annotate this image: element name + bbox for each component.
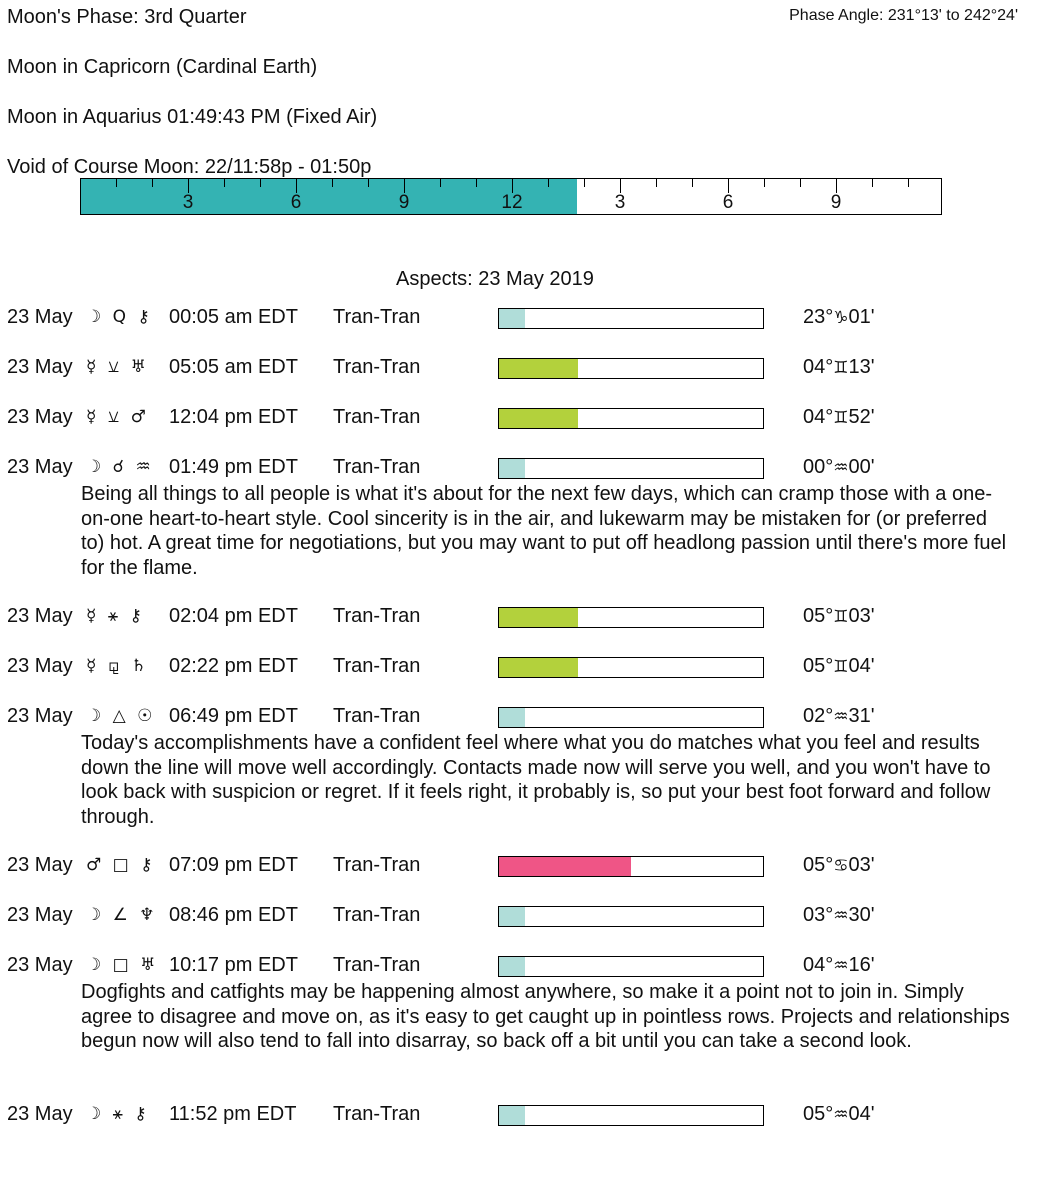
aspect-strength-bar bbox=[498, 657, 764, 678]
aspect-description: Dogfights and catfights may be happening almost anywhere, so make it a point not to join in. Simply agree to disagree and move on, as it's easy to get caught up in pointless rows. Projects and relationships begun now will also tend to fall into disarray, so back off a bit until you can take a second look. bbox=[81, 981, 1010, 1053]
aspects-title: Aspects: 23 May 2019 bbox=[396, 268, 594, 290]
aspect-time: 12:04 pm EDT bbox=[169, 406, 298, 428]
aspect-degree: 02° bbox=[803, 705, 834, 727]
aspect-description: Being all things to all people is what it's about for the next few days, which can cramp those with a one-on-one heart-to-heart style. Cool sincerity is in the air, and lukewarm may be mistaken for (or preferred to) hot. A great time for negotiations, but you may want to put off headlong passion until there's more fuel for the flame. bbox=[81, 483, 1007, 579]
timeline-tick bbox=[728, 179, 729, 193]
aspect-glyphs-icon: ☽ ☌ ♒ bbox=[86, 457, 154, 477]
aspect-minute: 03' bbox=[848, 605, 875, 627]
zodiac-sign-icon: ♋ bbox=[833, 856, 849, 876]
aspect-kind: Tran-Tran bbox=[333, 655, 421, 677]
aspect-row bbox=[0, 1101, 1044, 1127]
timeline-tick bbox=[764, 179, 765, 187]
void-of-course-timeline bbox=[80, 178, 942, 215]
aspect-position bbox=[803, 904, 875, 927]
aspect-date: 23 May bbox=[7, 605, 73, 627]
timeline-tick bbox=[872, 179, 873, 187]
aspect-minute: 30' bbox=[848, 904, 875, 926]
timeline-tick bbox=[620, 179, 621, 193]
aspect-minute: 04' bbox=[848, 655, 875, 677]
aspect-row bbox=[0, 304, 1044, 330]
timeline-tick bbox=[584, 179, 585, 187]
aspect-degree: 05° bbox=[803, 605, 834, 627]
aspect-position bbox=[803, 655, 875, 678]
aspect-strength-bar bbox=[498, 956, 764, 977]
aspect-date: 23 May bbox=[7, 1103, 73, 1125]
aspect-kind: Tran-Tran bbox=[333, 954, 421, 976]
timeline-tick bbox=[440, 179, 441, 187]
aspect-strength-fill bbox=[499, 957, 525, 976]
timeline-tick-label: 6 bbox=[290, 192, 302, 213]
aspect-date: 23 May bbox=[7, 854, 73, 876]
aspect-glyphs-icon: ☿ ⚺ ♂ bbox=[86, 407, 149, 427]
timeline-tick bbox=[152, 179, 153, 187]
zodiac-sign-icon: ♊ bbox=[833, 607, 849, 627]
aspect-time: 06:49 pm EDT bbox=[169, 705, 298, 727]
aspect-degree: 05° bbox=[803, 655, 834, 677]
timeline-tick bbox=[260, 179, 261, 187]
aspect-time: 01:49 pm EDT bbox=[169, 456, 298, 478]
aspect-minute: 31' bbox=[848, 705, 875, 727]
aspect-description: Today's accomplishments have a confident feel where what you do matches what you feel and results down the line will move well accordingly. Contacts made now will serve you well, and you won't have to look back with suspicion or regret. If it feels right, it probably is, so put your best foot forward and follow through. bbox=[81, 732, 991, 828]
aspect-strength-fill bbox=[499, 907, 525, 926]
timeline-tick bbox=[332, 179, 333, 187]
aspect-position bbox=[803, 954, 875, 977]
timeline-tick bbox=[692, 179, 693, 187]
timeline-tick bbox=[116, 179, 117, 187]
aspect-position bbox=[803, 456, 875, 479]
zodiac-sign-icon: ♑ bbox=[833, 308, 849, 328]
aspect-position bbox=[803, 406, 875, 429]
aspect-date: 23 May bbox=[7, 655, 73, 677]
aspect-date: 23 May bbox=[7, 406, 73, 428]
zodiac-sign-icon: ♊ bbox=[833, 657, 849, 677]
aspect-kind: Tran-Tran bbox=[333, 306, 421, 328]
aspect-date: 23 May bbox=[7, 954, 73, 976]
aspect-position bbox=[803, 854, 875, 877]
aspect-strength-bar bbox=[498, 308, 764, 329]
aspect-date: 23 May bbox=[7, 306, 73, 328]
aspect-time: 02:22 pm EDT bbox=[169, 655, 298, 677]
aspect-kind: Tran-Tran bbox=[333, 406, 421, 428]
aspect-strength-fill bbox=[499, 608, 578, 627]
aspect-row bbox=[0, 603, 1044, 629]
aspect-strength-fill bbox=[499, 857, 631, 876]
aspect-date: 23 May bbox=[7, 456, 73, 478]
aspect-strength-bar bbox=[498, 607, 764, 628]
zodiac-sign-icon: ♒ bbox=[833, 956, 849, 976]
aspect-position bbox=[803, 705, 875, 728]
aspect-kind: Tran-Tran bbox=[333, 456, 421, 478]
aspect-degree: 23° bbox=[803, 306, 834, 328]
timeline-tick bbox=[476, 179, 477, 187]
aspect-glyphs-icon: ☽ △ ☉ bbox=[86, 706, 156, 726]
aspect-position bbox=[803, 306, 875, 329]
aspect-strength-fill bbox=[499, 359, 578, 378]
moon-sign-capricorn: Moon in Capricorn (Cardinal Earth) bbox=[7, 56, 318, 78]
aspect-strength-fill bbox=[499, 309, 525, 328]
aspect-time: 07:09 pm EDT bbox=[169, 854, 298, 876]
aspect-strength-fill bbox=[499, 459, 525, 478]
aspect-row bbox=[0, 703, 1044, 729]
aspect-strength-fill bbox=[499, 409, 578, 428]
aspect-strength-fill bbox=[499, 708, 525, 727]
timeline-tick-label: 12 bbox=[501, 192, 523, 213]
timeline-tick-label: 6 bbox=[722, 192, 734, 213]
aspect-date: 23 May bbox=[7, 904, 73, 926]
aspect-strength-bar bbox=[498, 458, 764, 479]
aspect-row bbox=[0, 653, 1044, 679]
aspect-minute: 01' bbox=[848, 306, 875, 328]
timeline-tick-label: 3 bbox=[182, 192, 194, 213]
aspect-strength-bar bbox=[498, 707, 764, 728]
aspect-time: 00:05 am EDT bbox=[169, 306, 298, 328]
aspect-kind: Tran-Tran bbox=[333, 356, 421, 378]
aspect-position bbox=[803, 356, 875, 379]
aspect-strength-fill bbox=[499, 1106, 525, 1125]
timeline-tick bbox=[296, 179, 297, 193]
aspect-degree: 04° bbox=[803, 356, 834, 378]
aspect-glyphs-icon: ☿ ⚺ ♅ bbox=[86, 357, 149, 377]
timeline-tick bbox=[800, 179, 801, 187]
aspect-degree: 04° bbox=[803, 954, 834, 976]
timeline-tick bbox=[188, 179, 189, 193]
aspect-row bbox=[0, 404, 1044, 430]
aspect-glyphs-icon: ☽ □ ♅ bbox=[86, 955, 159, 975]
aspect-position bbox=[803, 605, 875, 628]
aspect-strength-bar bbox=[498, 358, 764, 379]
aspect-row bbox=[0, 952, 1044, 978]
aspect-strength-fill bbox=[499, 658, 578, 677]
zodiac-sign-icon: ♒ bbox=[833, 707, 849, 727]
timeline-tick-label: 9 bbox=[830, 192, 842, 213]
moon-phase: Moon's Phase: 3rd Quarter bbox=[7, 6, 247, 28]
zodiac-sign-icon: ♒ bbox=[833, 906, 849, 926]
aspect-glyphs-icon: ♂ □ ⚷ bbox=[86, 855, 156, 875]
aspect-strength-bar bbox=[498, 856, 764, 877]
aspect-glyphs-icon: ☿ ⚹ ⚷ bbox=[86, 606, 145, 626]
void-of-course: Void of Course Moon: 22/11:58p - 01:50p bbox=[7, 156, 372, 178]
aspect-time: 02:04 pm EDT bbox=[169, 605, 298, 627]
aspect-kind: Tran-Tran bbox=[333, 904, 421, 926]
aspect-date: 23 May bbox=[7, 705, 73, 727]
aspect-kind: Tran-Tran bbox=[333, 605, 421, 627]
aspect-glyphs-icon: ☿ ⚼ ♄ bbox=[86, 656, 150, 676]
zodiac-sign-icon: ♊ bbox=[833, 358, 849, 378]
aspect-degree: 05° bbox=[803, 854, 834, 876]
aspect-minute: 52' bbox=[848, 406, 875, 428]
timeline-tick-label: 9 bbox=[398, 192, 410, 213]
aspect-kind: Tran-Tran bbox=[333, 705, 421, 727]
aspect-position bbox=[803, 1103, 875, 1126]
aspect-minute: 16' bbox=[848, 954, 875, 976]
aspect-kind: Tran-Tran bbox=[333, 854, 421, 876]
aspect-glyphs-icon: ☽ Q ⚷ bbox=[86, 307, 153, 327]
aspect-time: 05:05 am EDT bbox=[169, 356, 298, 378]
aspect-minute: 03' bbox=[848, 854, 875, 876]
aspect-row bbox=[0, 852, 1044, 878]
timeline-tick bbox=[368, 179, 369, 187]
aspect-row bbox=[0, 354, 1044, 380]
timeline-tick bbox=[548, 179, 549, 187]
moon-sign-aquarius: Moon in Aquarius 01:49:43 PM (Fixed Air) bbox=[7, 106, 378, 128]
timeline-tick bbox=[836, 179, 837, 193]
aspect-time: 10:17 pm EDT bbox=[169, 954, 298, 976]
aspect-time: 08:46 pm EDT bbox=[169, 904, 298, 926]
aspect-degree: 00° bbox=[803, 456, 834, 478]
aspect-row bbox=[0, 902, 1044, 928]
aspect-minute: 13' bbox=[848, 356, 875, 378]
aspect-date: 23 May bbox=[7, 356, 73, 378]
zodiac-sign-icon: ♊ bbox=[833, 408, 849, 428]
zodiac-sign-icon: ♒ bbox=[833, 1105, 849, 1125]
aspect-degree: 03° bbox=[803, 904, 834, 926]
phase-angle: Phase Angle: 231°13' to 242°24' bbox=[789, 7, 1018, 24]
timeline-tick bbox=[404, 179, 405, 193]
aspect-strength-bar bbox=[498, 906, 764, 927]
aspect-strength-bar bbox=[498, 408, 764, 429]
aspect-minute: 00' bbox=[848, 456, 875, 478]
aspect-minute: 04' bbox=[848, 1103, 875, 1125]
aspect-row bbox=[0, 454, 1044, 480]
aspect-glyphs-icon: ☽ ∠ ♆ bbox=[86, 905, 158, 925]
aspect-time: 11:52 pm EDT bbox=[169, 1103, 297, 1125]
aspect-glyphs-icon: ☽ ⚹ ⚷ bbox=[86, 1104, 150, 1124]
timeline-tick bbox=[512, 179, 513, 193]
aspect-degree: 05° bbox=[803, 1103, 834, 1125]
timeline-tick bbox=[908, 179, 909, 187]
aspect-kind: Tran-Tran bbox=[333, 1103, 421, 1125]
aspect-degree: 04° bbox=[803, 406, 834, 428]
timeline-tick bbox=[224, 179, 225, 187]
timeline-tick bbox=[656, 179, 657, 187]
timeline-tick-label: 3 bbox=[614, 192, 626, 213]
aspect-strength-bar bbox=[498, 1105, 764, 1126]
zodiac-sign-icon: ♒ bbox=[833, 458, 849, 478]
